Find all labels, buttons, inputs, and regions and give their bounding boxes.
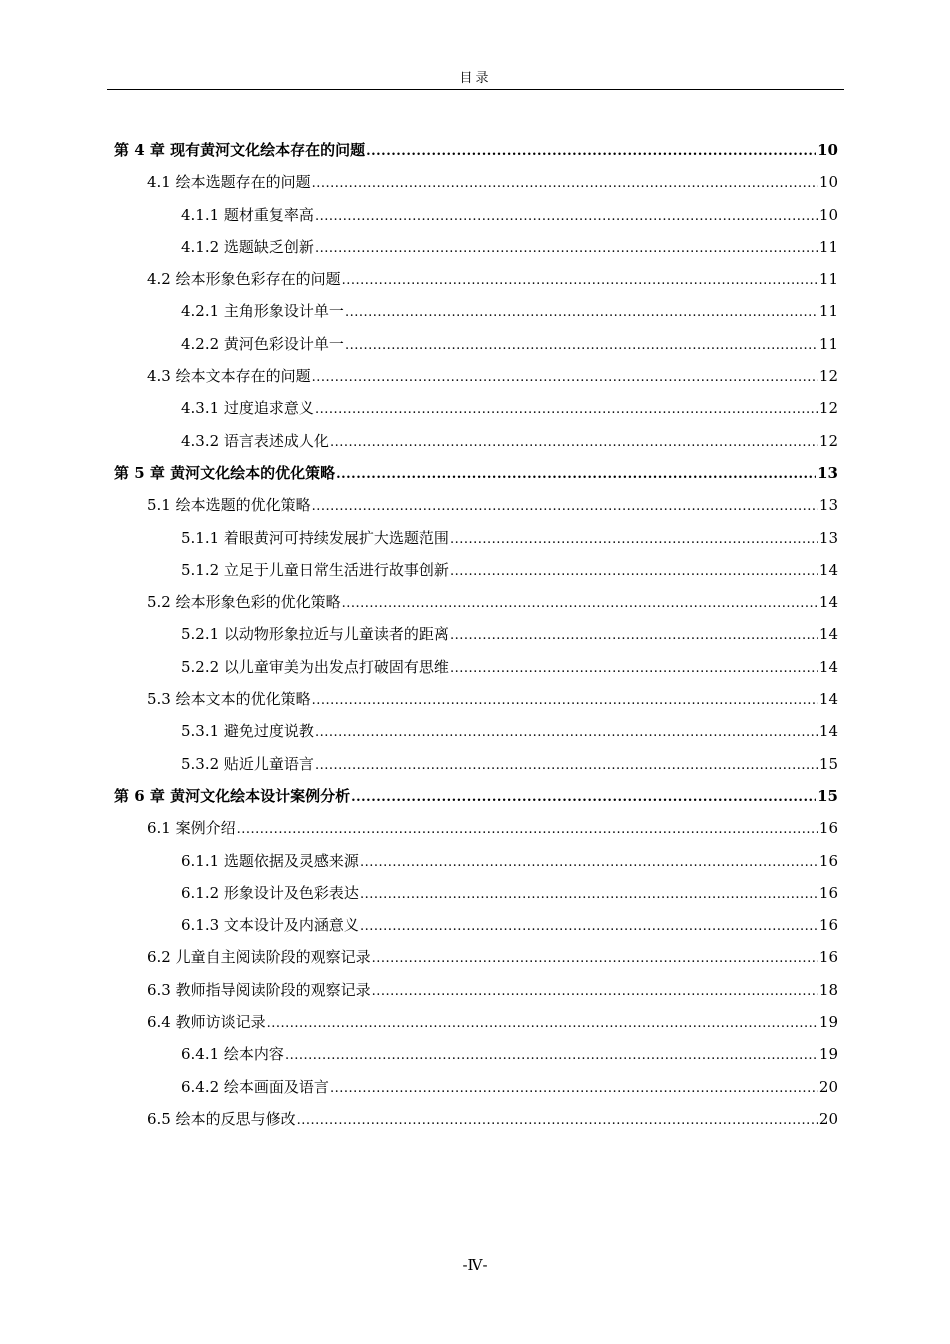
toc-section-entry[interactable]: [114, 1006, 838, 1038]
toc-entry-title: 4.2 绘本形象色彩存在的问题: [147, 270, 341, 289]
toc-subsection-entry[interactable]: [114, 748, 838, 780]
toc-entry-page: 19: [818, 1045, 838, 1064]
toc-entry-page: 10: [818, 173, 838, 192]
toc-entry-title: 4.2.1 主角形象设计单一: [181, 302, 344, 321]
toc-section-entry[interactable]: [114, 974, 838, 1006]
toc-dot-leader: [450, 556, 818, 588]
toc-subsection-entry[interactable]: [114, 618, 838, 650]
toc-entry-page: 16: [818, 883, 838, 902]
toc-entry-title: 5.2.1 以动物形象拉近与儿童读者的距离: [181, 625, 449, 644]
toc-dot-leader: [345, 330, 818, 362]
toc-entry-title: 6.1.3 文本设计及内涵意义: [181, 916, 359, 935]
toc-entry-page: 14: [818, 690, 838, 709]
toc-dot-leader: [315, 233, 818, 265]
toc-subsection-entry[interactable]: [114, 199, 838, 231]
page-footer: [0, 1256, 950, 1274]
toc-entry-title: 6.1.1 选题依据及灵感来源: [181, 851, 359, 870]
toc-entry-page: 14: [818, 593, 838, 612]
toc-entry-page: 18: [818, 980, 838, 999]
toc-entry-page: 14: [818, 560, 838, 579]
toc-dot-leader: [342, 265, 818, 297]
page-header: [107, 68, 844, 90]
toc-entry-title: 5.1.1 着眼黄河可持续发展扩大选题范围: [181, 528, 449, 547]
toc-entry-title: 6.4 教师访谈记录: [147, 1013, 266, 1032]
toc-entry-title: 6.2 儿童自主阅读阶段的观察记录: [147, 948, 371, 967]
toc-entry-title: 6.1 案例介绍: [147, 819, 236, 838]
toc-subsection-entry[interactable]: [114, 231, 838, 263]
toc-section-entry[interactable]: [114, 1103, 838, 1135]
toc-subsection-entry[interactable]: [114, 295, 838, 327]
toc-entry-title: 5.1.2 立足于儿童日常生活进行故事创新: [181, 560, 449, 579]
toc-entry-title: 4.2.2 黄河色彩设计单一: [181, 334, 344, 353]
toc-entry-page: 15: [818, 754, 838, 773]
toc-dot-leader: [345, 297, 818, 329]
toc-entry-title: 4.1.1 题材重复率高: [181, 205, 314, 224]
toc-dot-leader: [315, 750, 818, 782]
toc-dot-leader: [330, 1073, 818, 1105]
toc-entry-page: 16: [818, 948, 838, 967]
toc-dot-leader: [267, 1008, 818, 1040]
toc-dot-leader: [330, 427, 818, 459]
toc-section-entry[interactable]: [114, 360, 838, 392]
toc-entry-title: 5.3.2 贴近儿童语言: [181, 754, 314, 773]
toc-entry-title: 6.3 教师指导阅读阶段的观察记录: [147, 980, 371, 999]
toc-entry-page: 11: [818, 270, 838, 289]
toc-dot-leader: [315, 717, 818, 749]
toc-section-entry[interactable]: [114, 489, 838, 521]
toc-entry-page: 14: [818, 657, 838, 676]
toc-entry-title: 4.3.2 语言表述成人化: [181, 431, 329, 450]
toc-dot-leader: [372, 943, 818, 975]
toc-entry-page: 15: [817, 786, 838, 805]
toc-dot-leader: [237, 814, 818, 846]
toc-chapter-entry[interactable]: [114, 780, 838, 812]
toc-dot-leader: [450, 620, 818, 652]
toc-dot-leader: [312, 362, 818, 394]
toc-section-entry[interactable]: [114, 812, 838, 844]
toc-dot-leader: [336, 459, 816, 491]
toc-dot-leader: [285, 1040, 818, 1072]
toc-dot-leader: [450, 524, 818, 556]
toc-dot-leader: [360, 879, 818, 911]
toc-entry-page: 16: [818, 916, 838, 935]
toc-entry-page: 13: [817, 463, 838, 482]
toc-entry-title: 第 5 章 黄河文化绘本的优化策略: [114, 463, 336, 482]
toc-section-entry[interactable]: [114, 683, 838, 715]
toc-entry-page: 10: [818, 205, 838, 224]
toc-dot-leader: [342, 588, 818, 620]
toc-entry-title: 第 6 章 黄河文化绘本设计案例分析: [114, 786, 351, 805]
toc-entry-page: 20: [818, 1077, 838, 1096]
toc-dot-leader: [450, 653, 818, 685]
toc-subsection-entry[interactable]: [114, 715, 838, 747]
toc-entry-title: 6.5 绘本的反思与修改: [147, 1109, 296, 1128]
toc-entry-title: 4.1 绘本选题存在的问题: [147, 173, 311, 192]
toc-subsection-entry[interactable]: [114, 554, 838, 586]
toc-subsection-entry[interactable]: [114, 1038, 838, 1070]
toc-entry-page: 11: [818, 302, 838, 321]
toc-entry-title: 5.2 绘本形象色彩的优化策略: [147, 593, 341, 612]
toc-subsection-entry[interactable]: [114, 425, 838, 457]
toc-subsection-entry[interactable]: [114, 651, 838, 683]
toc-entry-page: 12: [818, 431, 838, 450]
toc-entry-title: 5.1 绘本选题的优化策略: [147, 496, 311, 515]
toc-subsection-entry[interactable]: [114, 845, 838, 877]
toc-entry-title: 第 4 章 现有黄河文化绘本存在的问题: [114, 141, 366, 159]
toc-section-entry[interactable]: [114, 263, 838, 295]
toc-entry-page: 11: [818, 334, 838, 353]
toc-entry-title: 4.3.1 过度追求意义: [181, 399, 314, 418]
toc-entry-page: 13: [818, 496, 838, 515]
toc-subsection-entry[interactable]: [114, 328, 838, 360]
toc-dot-leader: [366, 136, 816, 168]
header-title: 目录: [459, 71, 492, 86]
toc-chapter-entry[interactable]: [114, 457, 838, 489]
toc-dot-leader: [312, 168, 818, 200]
toc-entry-page: 11: [818, 237, 838, 256]
toc-subsection-entry[interactable]: [114, 1071, 838, 1103]
toc-entry-page: 16: [818, 851, 838, 870]
toc-entry-title: 4.1.2 选题缺乏创新: [181, 237, 314, 256]
toc-entry-title: 4.3 绘本文本存在的问题: [147, 367, 311, 386]
toc-entry-page: 20: [818, 1109, 838, 1128]
toc-entry-page: 12: [818, 399, 838, 418]
toc-entry-title: 5.3.1 避免过度说教: [181, 722, 314, 741]
toc-entry-page: 13: [818, 528, 838, 547]
toc-section-entry[interactable]: [114, 941, 838, 973]
toc-dot-leader: [351, 782, 816, 814]
toc-dot-leader: [297, 1105, 818, 1137]
toc-entry-page: 12: [818, 367, 838, 386]
toc-entry-page: 10: [817, 141, 838, 159]
toc-entry-title: 5.2.2 以儿童审美为出发点打破固有思维: [181, 657, 449, 676]
toc-dot-leader: [372, 976, 818, 1008]
toc-entry-page: 16: [818, 819, 838, 838]
toc-dot-leader: [312, 685, 818, 717]
toc-subsection-entry[interactable]: [114, 522, 838, 554]
toc-section-entry[interactable]: [114, 586, 838, 618]
toc-entry-title: 6.4.1 绘本内容: [181, 1045, 284, 1064]
toc-dot-leader: [360, 911, 818, 943]
toc-chapter-entry[interactable]: [114, 134, 838, 166]
toc-subsection-entry[interactable]: [114, 877, 838, 909]
toc-dot-leader: [315, 394, 818, 426]
page-number: -Ⅳ-: [462, 1256, 488, 1274]
toc-dot-leader: [360, 847, 818, 879]
toc-entry-title: 5.3 绘本文本的优化策略: [147, 690, 311, 709]
toc-entry-title: 6.1.2 形象设计及色彩表达: [181, 883, 359, 902]
toc-subsection-entry[interactable]: [114, 909, 838, 941]
toc-entry-page: 19: [818, 1013, 838, 1032]
toc-dot-leader: [315, 201, 818, 233]
toc-entry-page: 14: [818, 625, 838, 644]
toc-dot-leader: [312, 491, 818, 523]
toc-entry-page: 14: [818, 722, 838, 741]
toc-section-entry[interactable]: [114, 166, 838, 198]
toc-entry-title: 6.4.2 绘本画面及语言: [181, 1077, 329, 1096]
toc-subsection-entry[interactable]: [114, 392, 838, 424]
table-of-contents: [114, 134, 838, 1135]
